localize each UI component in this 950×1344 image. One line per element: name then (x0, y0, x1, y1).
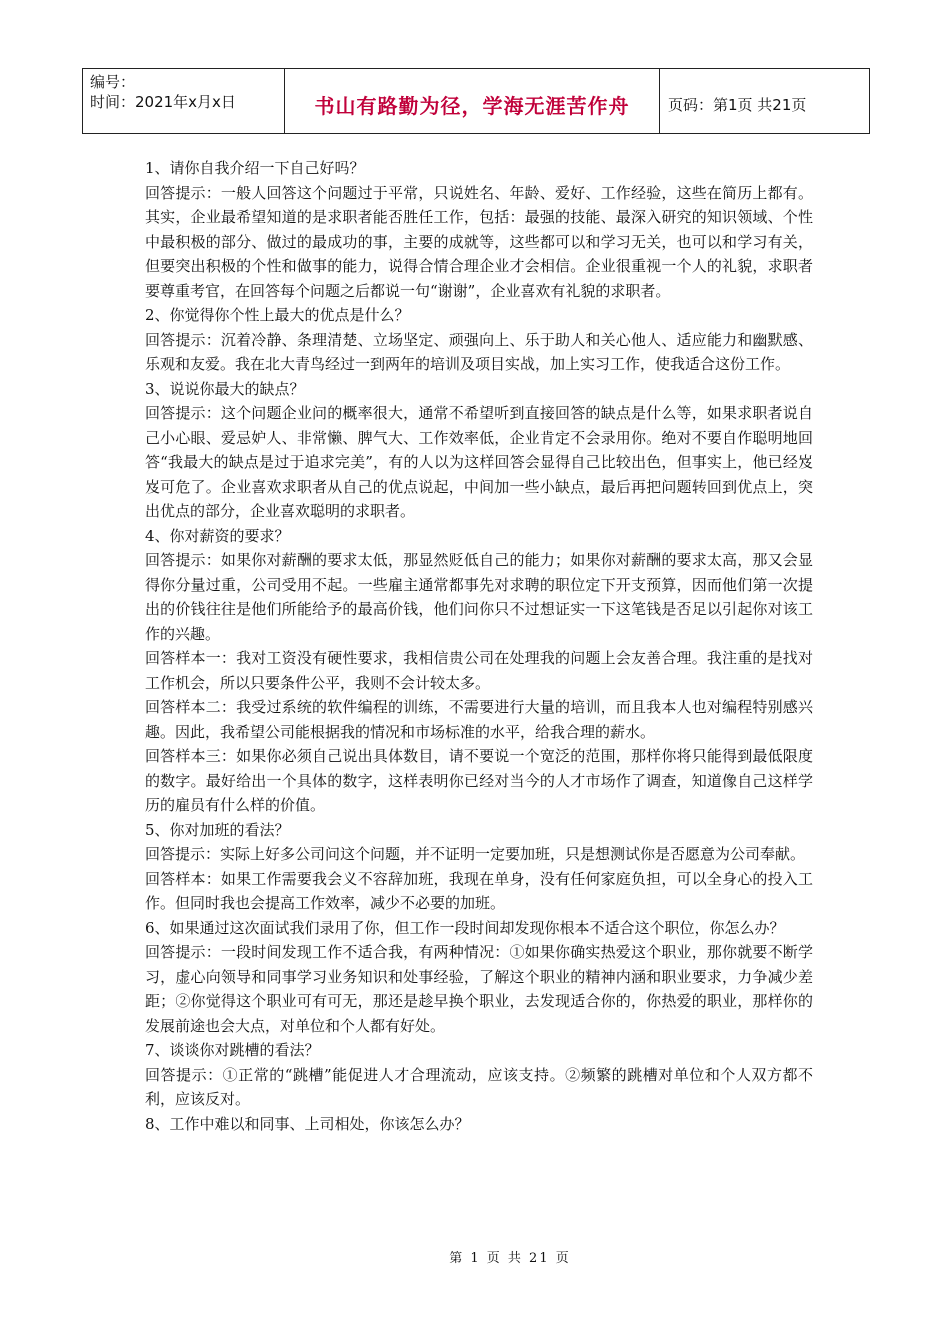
code-label: 编号： (90, 73, 136, 91)
answer-hint-1: 回答提示：一般人回答这个问题过于平常，只说姓名、年龄、爱好、工作经验，这些在简历上都有。其实，企业最希望知道的是求职者能否胜任工作，包括：最强的技能、最深入研究的知识领域、个性中最积极的部分、做过的最成功的事，主要的成就等，这些都可以和学习无关，也可以和学习有关，但要突出积极的个性和做事的能力，说得合情合理企业才会相信。企业很重视一个人的礼貌，求职者要尊重考官，在回答每个问题之后都说一句“谢谢”，企业喜欢有礼貌的求职者。 (145, 183, 813, 300)
answer-sample-4a: 回答样本一：我对工资没有硬性要求，我相信贵公司在处理我的问题上会友善合理。我注重的是找对工作机会，所以只要条件公平，我则不会计较太多。 (145, 649, 813, 692)
answer-hint-3: 回答提示：这个问题企业问的概率很大，通常不希望听到直接回答的缺点是什么等，如果求职者说自己小心眼、爱忌妒人、非常懒、脾气大、工作效率低，企业肯定不会录用你。绝对不要自作聪明地回答“我最大的缺点是过于追求完美”，有的人以为这样回答会显得自己比较出色，但事实上，他已经岌岌可危了。企业喜欢求职者从自己的优点说起，中间加一些小缺点，最后再把问题转回到优点上，突出优点的部分，企业喜欢聪明的求职者。 (145, 404, 813, 520)
answer-hint-6: 回答提示：一段时间发现工作不适合我，有两种情况：①如果你确实热爱这个职业，那你就要不断学习，虚心向领导和同事学习业务知识和处事经验，了解这个职业的精神内涵和职业要求，力争减少差距；②你觉得这个职业可有可无，那还是趁早换个职业，去发现适合你的，你热爱的职业，那样你的发展前途也会大点，对单位和个人都有好处。 (145, 943, 813, 1035)
footer-page-number: 第 1 页 共 21 页 (449, 1251, 571, 1266)
motto-text: 书山有路勤为径，学海无涯苦作舟 (314, 93, 630, 118)
answer-sample-4b: 回答样本二：我受过系统的软件编程的训练，不需要进行大量的培训，而且我本人也对编程特别感兴趣。因此，我希望公司能根据我的情况和市场标准的水平，给我合理的薪水。 (145, 698, 813, 741)
answer-sample-5: 回答样本：如果工作需要我会义不容辞加班，我现在单身，没有任何家庭负担，可以全身心的投入工作。但同时我也会提高工作效率，减少不必要的加班。 (145, 869, 813, 912)
question-4: 4、你对薪资的要求？ (145, 526, 290, 545)
question-6: 6、如果通过这次面试我们录用了你，但工作一段时间却发现你根本不适合这个职位，你怎么办？ (145, 918, 785, 937)
document-body (145, 156, 813, 1136)
answer-hint-2: 回答提示：沉着冷静、条理清楚、立场坚定、顽强向上、乐于助人和关心他人、适应能力和幽默感、乐观和友爱。我在北大青鸟经过一到两年的培训及项目实战，加上实习工作，使我适合这份工作。 (145, 330, 813, 373)
question-5: 5、你对加班的看法？ (145, 820, 290, 839)
time-label: 时间：2021年x月x日 (90, 93, 236, 111)
answer-hint-7: 回答提示：①正常的“跳槽”能促进人才合理流动，应该支持。②频繁的跳槽对单位和个人双方都不利，应该反对。 (145, 1065, 813, 1108)
question-1: 1、请你自我介绍一下自己好吗？ (145, 159, 365, 177)
answer-hint-5: 回答提示：实际上好多公司问这个问题，并不证明一定要加班，只是想测试你是否愿意为公司奉献。 (145, 845, 806, 863)
page-footer (0, 1247, 950, 1266)
page-info-cell (660, 69, 869, 133)
page-info-text: 页码：第1页 共21页 (668, 95, 807, 114)
question-7: 7、谈谈你对跳槽的看法？ (145, 1041, 320, 1059)
header-info-cell (83, 69, 285, 133)
question-3: 3、说说你最大的缺点？ (145, 379, 305, 398)
motto-cell (285, 69, 660, 133)
document-header (82, 68, 870, 134)
answer-hint-4: 回答提示：如果你对薪酬的要求太低，那显然贬低自己的能力；如果你对薪酬的要求太高，那又会显得你分量过重，公司受用不起。一些雇主通常都事先对求聘的职位定下开支预算，因而他们第一次提出的价钱往往是他们所能给予的最高价钱，他们问你只不过想证实一下这笔钱是否足以引起你对该工作的兴趣。 (145, 551, 813, 643)
question-2: 2、你觉得你个性上最大的优点是什么？ (145, 306, 410, 324)
answer-sample-4c: 回答样本三：如果你必须自己说出具体数目，请不要说一个宽泛的范围，那样你将只能得到最低限度的数字。最好给出一个具体的数字，这样表明你已经对当今的人才市场作了调查，知道像自己这样学历的雇员有什么样的价值。 (145, 747, 813, 814)
question-8: 8、工作中难以和同事、上司相处，你该怎么办？ (145, 1114, 470, 1133)
